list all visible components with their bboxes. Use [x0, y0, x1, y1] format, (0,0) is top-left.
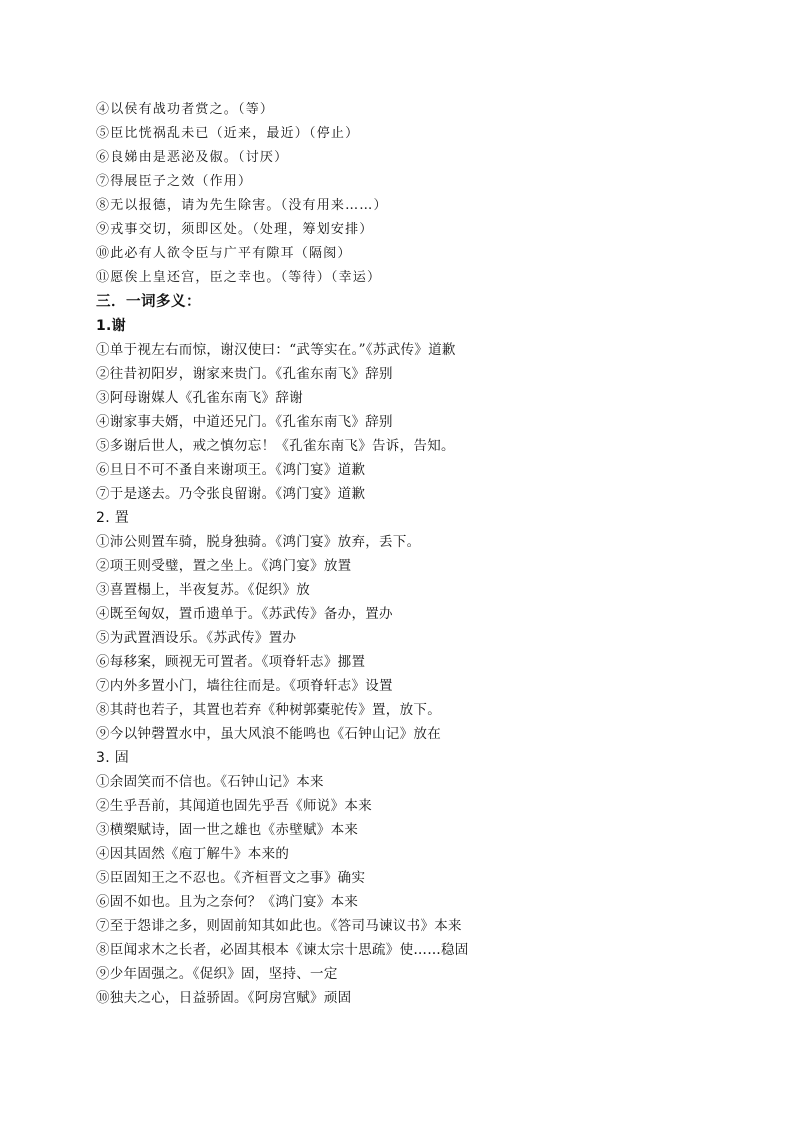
- list-item: ⑤为武置酒设乐。《苏武传》置办: [96, 630, 297, 646]
- list-item: ④以侯有战功者赏之。（等）: [96, 102, 275, 117]
- document-page: [96, 98, 736, 1010]
- list-item: ⑪愿俟上皇还宫，臣之幸也。（等待）（幸运）: [96, 270, 382, 285]
- list-item: ⑦于是遂去。乃令张良留谢。《鸿门宴》道歉: [96, 486, 366, 502]
- list-item: ⑦至于怨诽之多，则固前知其如此也。《答司马谏议书》本来: [96, 918, 462, 934]
- list-item: ③横槊赋诗，固一世之雄也《赤壁赋》本来: [96, 822, 359, 838]
- list-item: ⑦内外多置小门，墙往往而是。《项脊轩志》设置: [96, 678, 393, 694]
- list-item: ⑥旦日不可不蚤自来谢项王。《鸿门宴》道歉: [96, 462, 366, 478]
- word-heading: 2. 置: [96, 510, 130, 526]
- list-item: ⑨少年固强之。《促织》固，坚持、一定: [96, 966, 338, 982]
- list-item: ⑥每移案，顾视无可置者。《项脊轩志》挪置: [96, 654, 366, 670]
- list-item: ⑦得展臣子之效（作用）: [96, 174, 253, 189]
- list-item: ①余固笑而不信也。《石钟山记》本来: [96, 774, 324, 790]
- list-item: ③喜置榻上，半夜复苏。《促织》放: [96, 582, 311, 598]
- list-item: ①单于视左右而惊，谢汉使曰：“武等实在。”《苏武传》道歉: [96, 342, 456, 358]
- word-heading: 3. 固: [96, 750, 130, 766]
- section-heading: 三．一词多义：: [96, 294, 201, 310]
- list-item: ⑧无以报德，请为先生除害。（没有用来……）: [96, 198, 388, 213]
- list-item: ⑧臣闻求木之长者，必固其根本《谏太宗十思疏》使……稳固: [96, 942, 469, 958]
- list-item: ①沛公则置车骑，脱身独骑。《鸿门宴》放弃，丢下。: [96, 534, 421, 550]
- list-item: ④既至匈奴，置币遗单于。《苏武传》备办，置办: [96, 606, 393, 622]
- list-item: ⑥固不如也。且为之奈何？《鸿门宴》本来: [96, 894, 359, 910]
- list-item: ③阿母谢媒人《孔雀东南飞》辞谢: [96, 390, 303, 406]
- list-item: ②项王则受璧，置之坐上。《鸿门宴》放置: [96, 558, 352, 574]
- list-item: ④谢家事夫婿，中道还兄门。《孔雀东南飞》辞别: [96, 414, 393, 430]
- list-item: ⑤多谢后世人，戒之慎勿忘！《孔雀东南飞》告诉，告知。: [96, 438, 455, 454]
- list-item: ②生乎吾前，其闻道也固先乎吾《师说》本来: [96, 798, 372, 814]
- list-item: ⑨今以钟磬置水中，虽大风浪不能鸣也《石钟山记》放在: [96, 726, 441, 742]
- list-item: ⑤臣比恍祸乱未已（近来，最近）（停止）: [96, 126, 360, 141]
- word-heading: 1.谢: [96, 318, 126, 334]
- list-item: ⑧其莳也若子，其置也若弃《种树郭橐驼传》置，放下。: [96, 702, 441, 718]
- list-item: ⑨戎事交切，须即区处。（处理，筹划安排）: [96, 222, 374, 237]
- list-item: ⑥良娣由是恶泌及俶。（讨厌）: [96, 150, 289, 165]
- list-item: ⑤臣固知王之不忍也。《齐桓晋文之事》确实: [96, 870, 366, 886]
- list-item: ⑩此必有人欲令臣与广平有隙耳（隔阂）: [96, 246, 352, 261]
- list-item: ④因其固然《庖丁解牛》本来的: [96, 846, 290, 862]
- list-item: ⑩独夫之心，日益骄固。《阿房宫赋》顽固: [96, 990, 352, 1006]
- list-item: ②往昔初阳岁，谢家来贵门。《孔雀东南飞》辞别: [96, 366, 393, 382]
